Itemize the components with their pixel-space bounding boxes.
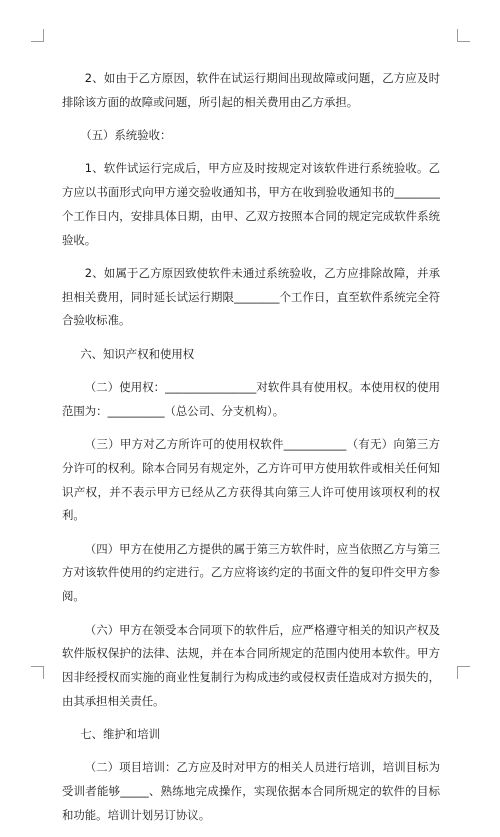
crop-mark-bottom-right (457, 666, 470, 679)
section-heading: 六、知识产权和使用权 (80, 346, 195, 361)
clause-paragraph: （六）甲方在领受本合同项下的软件后，应严格遵守相关的知识产权及软件版权保护的法律、法规，并在本合同所规定的范围内使用本软件。甲方因非经授权而实施的商业性复制行为构成违约或侵权责任造成对方损失的，由其承担相关责任。 (62, 622, 440, 708)
clause-paragraph: （二）项目培训：乙方应及时对甲方的相关人员进行培训，培训目标为受训者能够_____、熟练地完成操作，实现依据本合同所规定的软件的目标和功能。培训计划另订协议。 (62, 760, 440, 822)
clause-paragraph: 2、如由于乙方原因，软件在试运行期间出现故障或问题，乙方应及时排除该方面的故障或问题，所引起的相关费用由乙方承担。 (62, 71, 440, 109)
crop-mark-bottom-left (31, 666, 44, 679)
crop-mark-top-left (31, 29, 44, 42)
section-heading: （五）系统验收： (80, 128, 172, 143)
clause-paragraph: 2、如属于乙方原因致使软件未通过系统验收，乙方应排除故障，并承担相关费用，同时延长试运行期限________个工作日，直至软件系统完全符合验收标准。 (62, 265, 440, 328)
crop-mark-top-right (457, 29, 470, 42)
clause-paragraph: 1、软件试运行完成后，甲方应及时按规定对该软件进行系统验收。乙方应以书面形式向甲方递交验收通知书，甲方在收到验收通知书的________个工作日内，安排具体日期，由甲、乙双方按照本合同的规定完成软件系统验收。 (62, 161, 440, 247)
clause-paragraph: （二）使用权：________________对软件具有使用权。本使用权的使用范围为：__________（总公司、分支机构）。 (62, 380, 440, 418)
document-body (62, 67, 440, 837)
clause-paragraph: （四）甲方在使用乙方提供的属于第三方软件时，应当依照乙方与第三方对该软件使用的约定进行。乙方应将该约定的书面文件的复印件交甲方参阅。 (62, 541, 440, 604)
section-heading: 七、维护和培训 (80, 727, 160, 742)
clause-paragraph: （三）甲方对乙方所许可的使用权软件___________（有无）向第三方分许可的权利。除本合同另有规定外，乙方许可甲方使用软件或相关任何知识产权，并不表示甲方已经从乙方获得其向第三人许可使用该项权利的权利。 (62, 437, 440, 523)
